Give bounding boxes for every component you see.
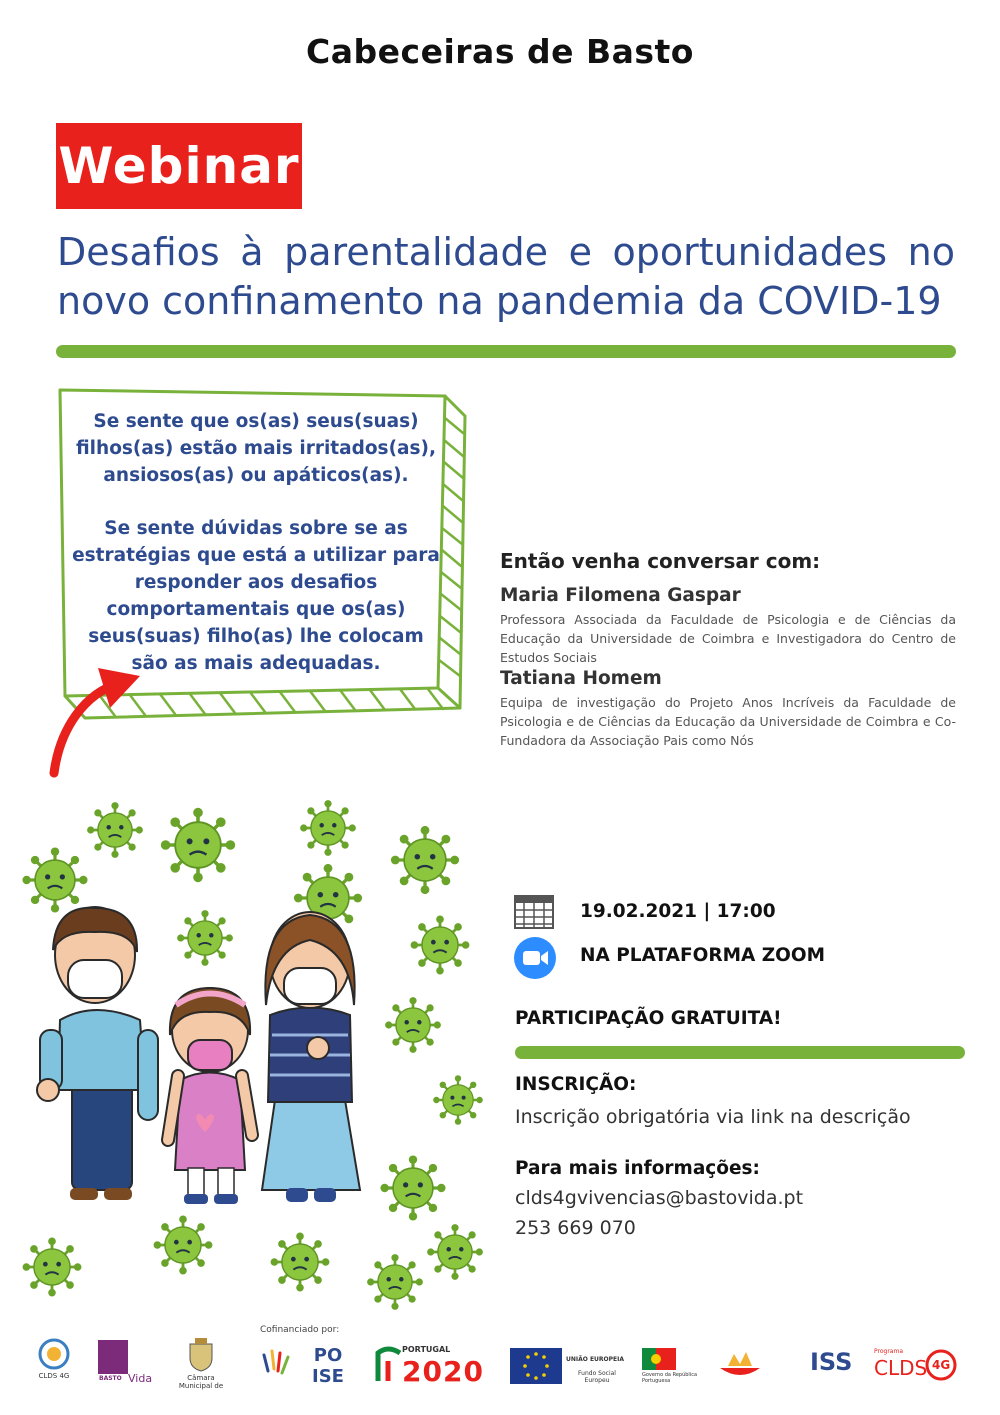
event-platform: NA PLATAFORMA ZOOM	[580, 945, 826, 966]
cofinanced-label: Cofinanciado por:	[260, 1325, 340, 1335]
shield-icon	[188, 1336, 214, 1372]
contact-label: Para mais informações:	[515, 1158, 760, 1179]
webinar-label: Webinar	[58, 137, 300, 195]
zoom-video-icon	[514, 937, 556, 979]
event-date: 19.02.2021 | 17:00	[580, 901, 776, 922]
poise-logo: PO ISE	[258, 1345, 358, 1385]
question-paragraph-2: Se sente dúvidas sobre se as estratégias que está a utilizar para responder aos desafios comportamentais que os(as) seus(suas) filho(as) lhe colocam são as mais adequadas.	[72, 518, 440, 674]
portugal-2020-icon	[374, 1343, 402, 1383]
webinar-badge	[56, 123, 302, 209]
speaker-description: Equipa de investigação do Projeto Anos Incríveis da Faculdade de Psicologia e de Ciências da Educação da Universidade de Coimbra e Co- Fundadora da Associação Pais como Nós	[500, 695, 956, 748]
location-title: Cabeceiras de Basto	[306, 32, 694, 71]
speaker-1	[500, 585, 956, 667]
iss-logo: ISS	[810, 1348, 853, 1376]
social-security-logo	[716, 1348, 764, 1380]
clds-program-logo: Programa CLDS 4G	[872, 1348, 962, 1386]
eu-logo: UNIÃO EUROPEIA Fundo Social Europeu	[510, 1348, 628, 1384]
speaker-2	[500, 668, 956, 750]
speaker-name: Maria Filomena Gaspar	[500, 585, 741, 606]
registration-text: Inscrição obrigatória via link na descrição	[515, 1106, 911, 1128]
dad-figure	[37, 907, 158, 1200]
speakers-intro: Então venha conversar com:	[500, 549, 821, 573]
contact-email[interactable]: clds4gvivencias@bastovida.pt	[515, 1187, 804, 1209]
girl-figure	[168, 988, 252, 1204]
divider-bar	[515, 1046, 965, 1059]
calendar-icon	[514, 893, 554, 929]
camara-logo: Câmara Municipal de	[176, 1336, 226, 1390]
portugal-2020-logo: PORTUGAL 2020	[374, 1343, 494, 1387]
poise-icon	[258, 1345, 294, 1381]
portugal-flag-icon	[642, 1348, 676, 1370]
divider-bar	[56, 345, 956, 358]
speaker-description: Professora Associada da Faculdade de Psicologia e de Ciências da Educação da Universidade de Coimbra e Investigadora do Centro de Estudos Sociais	[500, 612, 956, 665]
basto-vida-logo: BASTO Vida	[98, 1340, 158, 1384]
registration-label: INSCRIÇÃO:	[515, 1074, 637, 1095]
free-participation: PARTICIPAÇÃO GRATUITA!	[515, 1008, 782, 1029]
clds-logo: CLDS 4G	[32, 1338, 76, 1380]
headline: Desafios à parentalidade e oportunidades no novo confinamento na pandemia da COVID-19	[57, 230, 955, 323]
contact-phone: 253 669 070	[515, 1217, 636, 1239]
question-box-text	[72, 408, 440, 677]
government-logo: Governo da República Portuguesa	[642, 1348, 702, 1384]
family-illustration	[0, 790, 500, 1310]
mom-figure	[262, 912, 360, 1202]
basto-vida-icon	[98, 1340, 128, 1374]
speaker-name: Tatiana Homem	[500, 668, 662, 689]
question-paragraph-1: Se sente que os(as) seus(suas) filhos(as) estão mais irritados(as), ansiosos(as) ou apáticos(as).	[75, 411, 437, 486]
eu-flag-icon	[510, 1348, 562, 1384]
clds-logo-icon	[37, 1338, 71, 1370]
